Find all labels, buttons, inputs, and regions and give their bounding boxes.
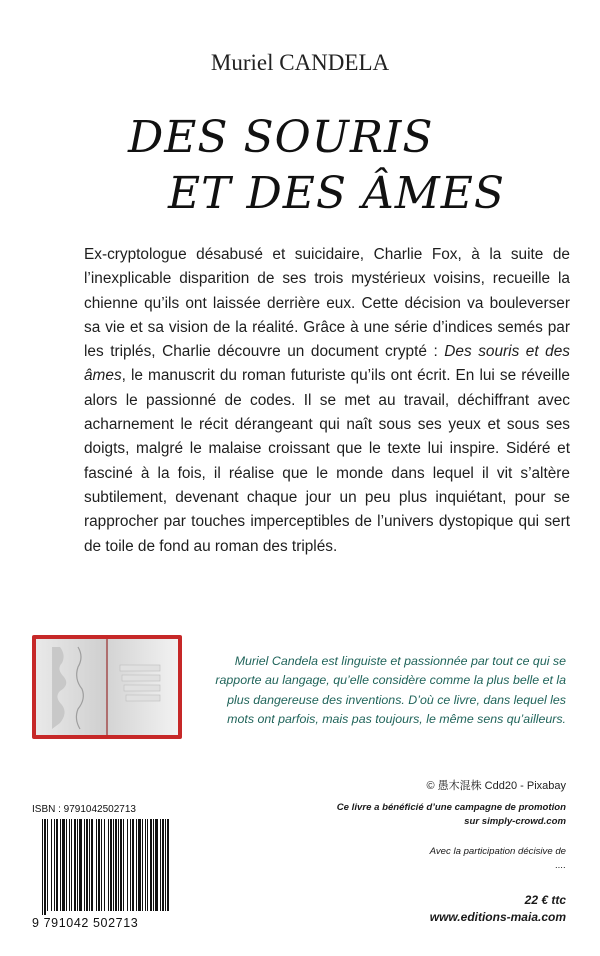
barcode-bar — [98, 819, 100, 911]
barcode-bar — [153, 819, 154, 911]
barcode-bar — [130, 819, 131, 911]
author-name: Muriel CANDELA — [210, 50, 390, 75]
barcode-bar — [113, 819, 114, 911]
barcode-bar — [127, 819, 128, 911]
synopsis-text-2: , le manuscrit du roman futuriste qu’ils ont écrit. En lui se réveille alors le passionné de codes. Il se met au travail, déchiffrant avec acharnement le récit dérangeant qui naît sous ses yeux et sous ses doigts, malgré le malaise croissant que le texte lui inspire. Sidéré et fasciné à la fois, il réalise que le monde dans lequel il vit s’altère subtilement, devenant chaque jour un peu plus inquiétant, pour se rapprocher par touches imperceptibles de l’univers dystopique qui sert de toile de fond au roman des triplés. — [84, 367, 570, 555]
barcode-bar — [96, 819, 97, 911]
barcode-bar — [91, 819, 93, 911]
promotion-line-1: Ce livre a bénéficié d’une campagne de promotion — [336, 802, 566, 813]
barcode-bar — [110, 819, 112, 911]
barcode-bar — [150, 819, 152, 911]
barcode-bar — [165, 819, 166, 911]
barcode-bar — [51, 819, 52, 911]
barcode-bar — [123, 819, 124, 911]
barcode-bar — [79, 819, 82, 911]
barcode-bar — [118, 819, 119, 911]
author-bio: Muriel Candela est linguiste et passionnée par tout ce qui se rapporte au langage, qu’elle considère comme la plus belle et la plus dangereuse des inventions. D’où ce livre, dans lequel les mots ont parfois, mais pas toujours, le même sens qu’ailleurs. — [215, 654, 566, 726]
barcode-bar — [74, 819, 76, 911]
barcode-bar — [162, 819, 164, 911]
barcode-bar — [69, 819, 70, 911]
promotion-notice — [330, 801, 566, 828]
barcode-bar — [160, 819, 161, 911]
barcode — [32, 819, 176, 915]
barcode-bar — [89, 819, 90, 911]
barcode-bar — [62, 819, 65, 911]
barcode-bar — [138, 819, 141, 911]
barcode-bar — [60, 819, 61, 911]
isbn-digits: 9 791042 502713 — [32, 916, 139, 930]
barcode-bar — [54, 819, 55, 911]
barcode-bar — [167, 819, 169, 911]
barcode-bar — [44, 819, 46, 915]
synopsis — [84, 243, 570, 559]
book-title-line-1: DES SOURIS — [128, 112, 434, 163]
barcode-bar — [104, 819, 105, 911]
barcode-bar — [71, 819, 72, 911]
open-book-illustration — [30, 633, 184, 741]
publisher-website: www.editions-maia.com — [429, 910, 566, 924]
barcode-bar — [101, 819, 102, 911]
barcode-bar — [155, 819, 158, 911]
barcode-bar — [115, 819, 117, 911]
barcode-bar — [77, 819, 78, 911]
barcode-bar — [56, 819, 58, 911]
synopsis-book-title: Des souris et des âmes — [84, 343, 570, 385]
participation-line-2: .... — [555, 859, 566, 871]
image-credit: © 愚木混株 Cdd20 - Pixabay — [426, 780, 566, 792]
barcode-bar — [86, 819, 88, 911]
barcode-bar — [47, 819, 48, 911]
barcode-bar — [84, 819, 85, 911]
synopsis-text-1: Ex-cryptologue désabusé et suicidaire, Charlie Fox, à la suite de l’inexplicable disparition de ses trois mystérieux voisins, recueille la chienne qu’ils ont laissée derrière eux. Cette décision va bouleverser sa vie et sa vision de la réalité. Grâce à une série d’indices semés par les triplés, Charlie découvre un document crypté : — [84, 246, 570, 361]
promotion-line-2: sur simply-crowd.com — [464, 815, 566, 827]
participation-notice — [330, 845, 566, 872]
barcode-bar — [142, 819, 143, 911]
barcode-bar — [66, 819, 67, 911]
isbn-label: ISBN : 9791042502713 — [32, 804, 136, 815]
barcode-bar — [108, 819, 109, 911]
barcode-bar — [145, 819, 146, 911]
barcode-bar — [132, 819, 134, 911]
book-title-line-2: ET DES ÂMES — [168, 168, 506, 219]
price: 22 € ttc — [524, 893, 566, 907]
participation-line-1: Avec la participation décisive de — [429, 846, 566, 857]
barcode-bar — [42, 819, 43, 915]
barcode-bar — [147, 819, 148, 911]
barcode-bar — [120, 819, 122, 911]
barcode-bar — [136, 819, 137, 911]
